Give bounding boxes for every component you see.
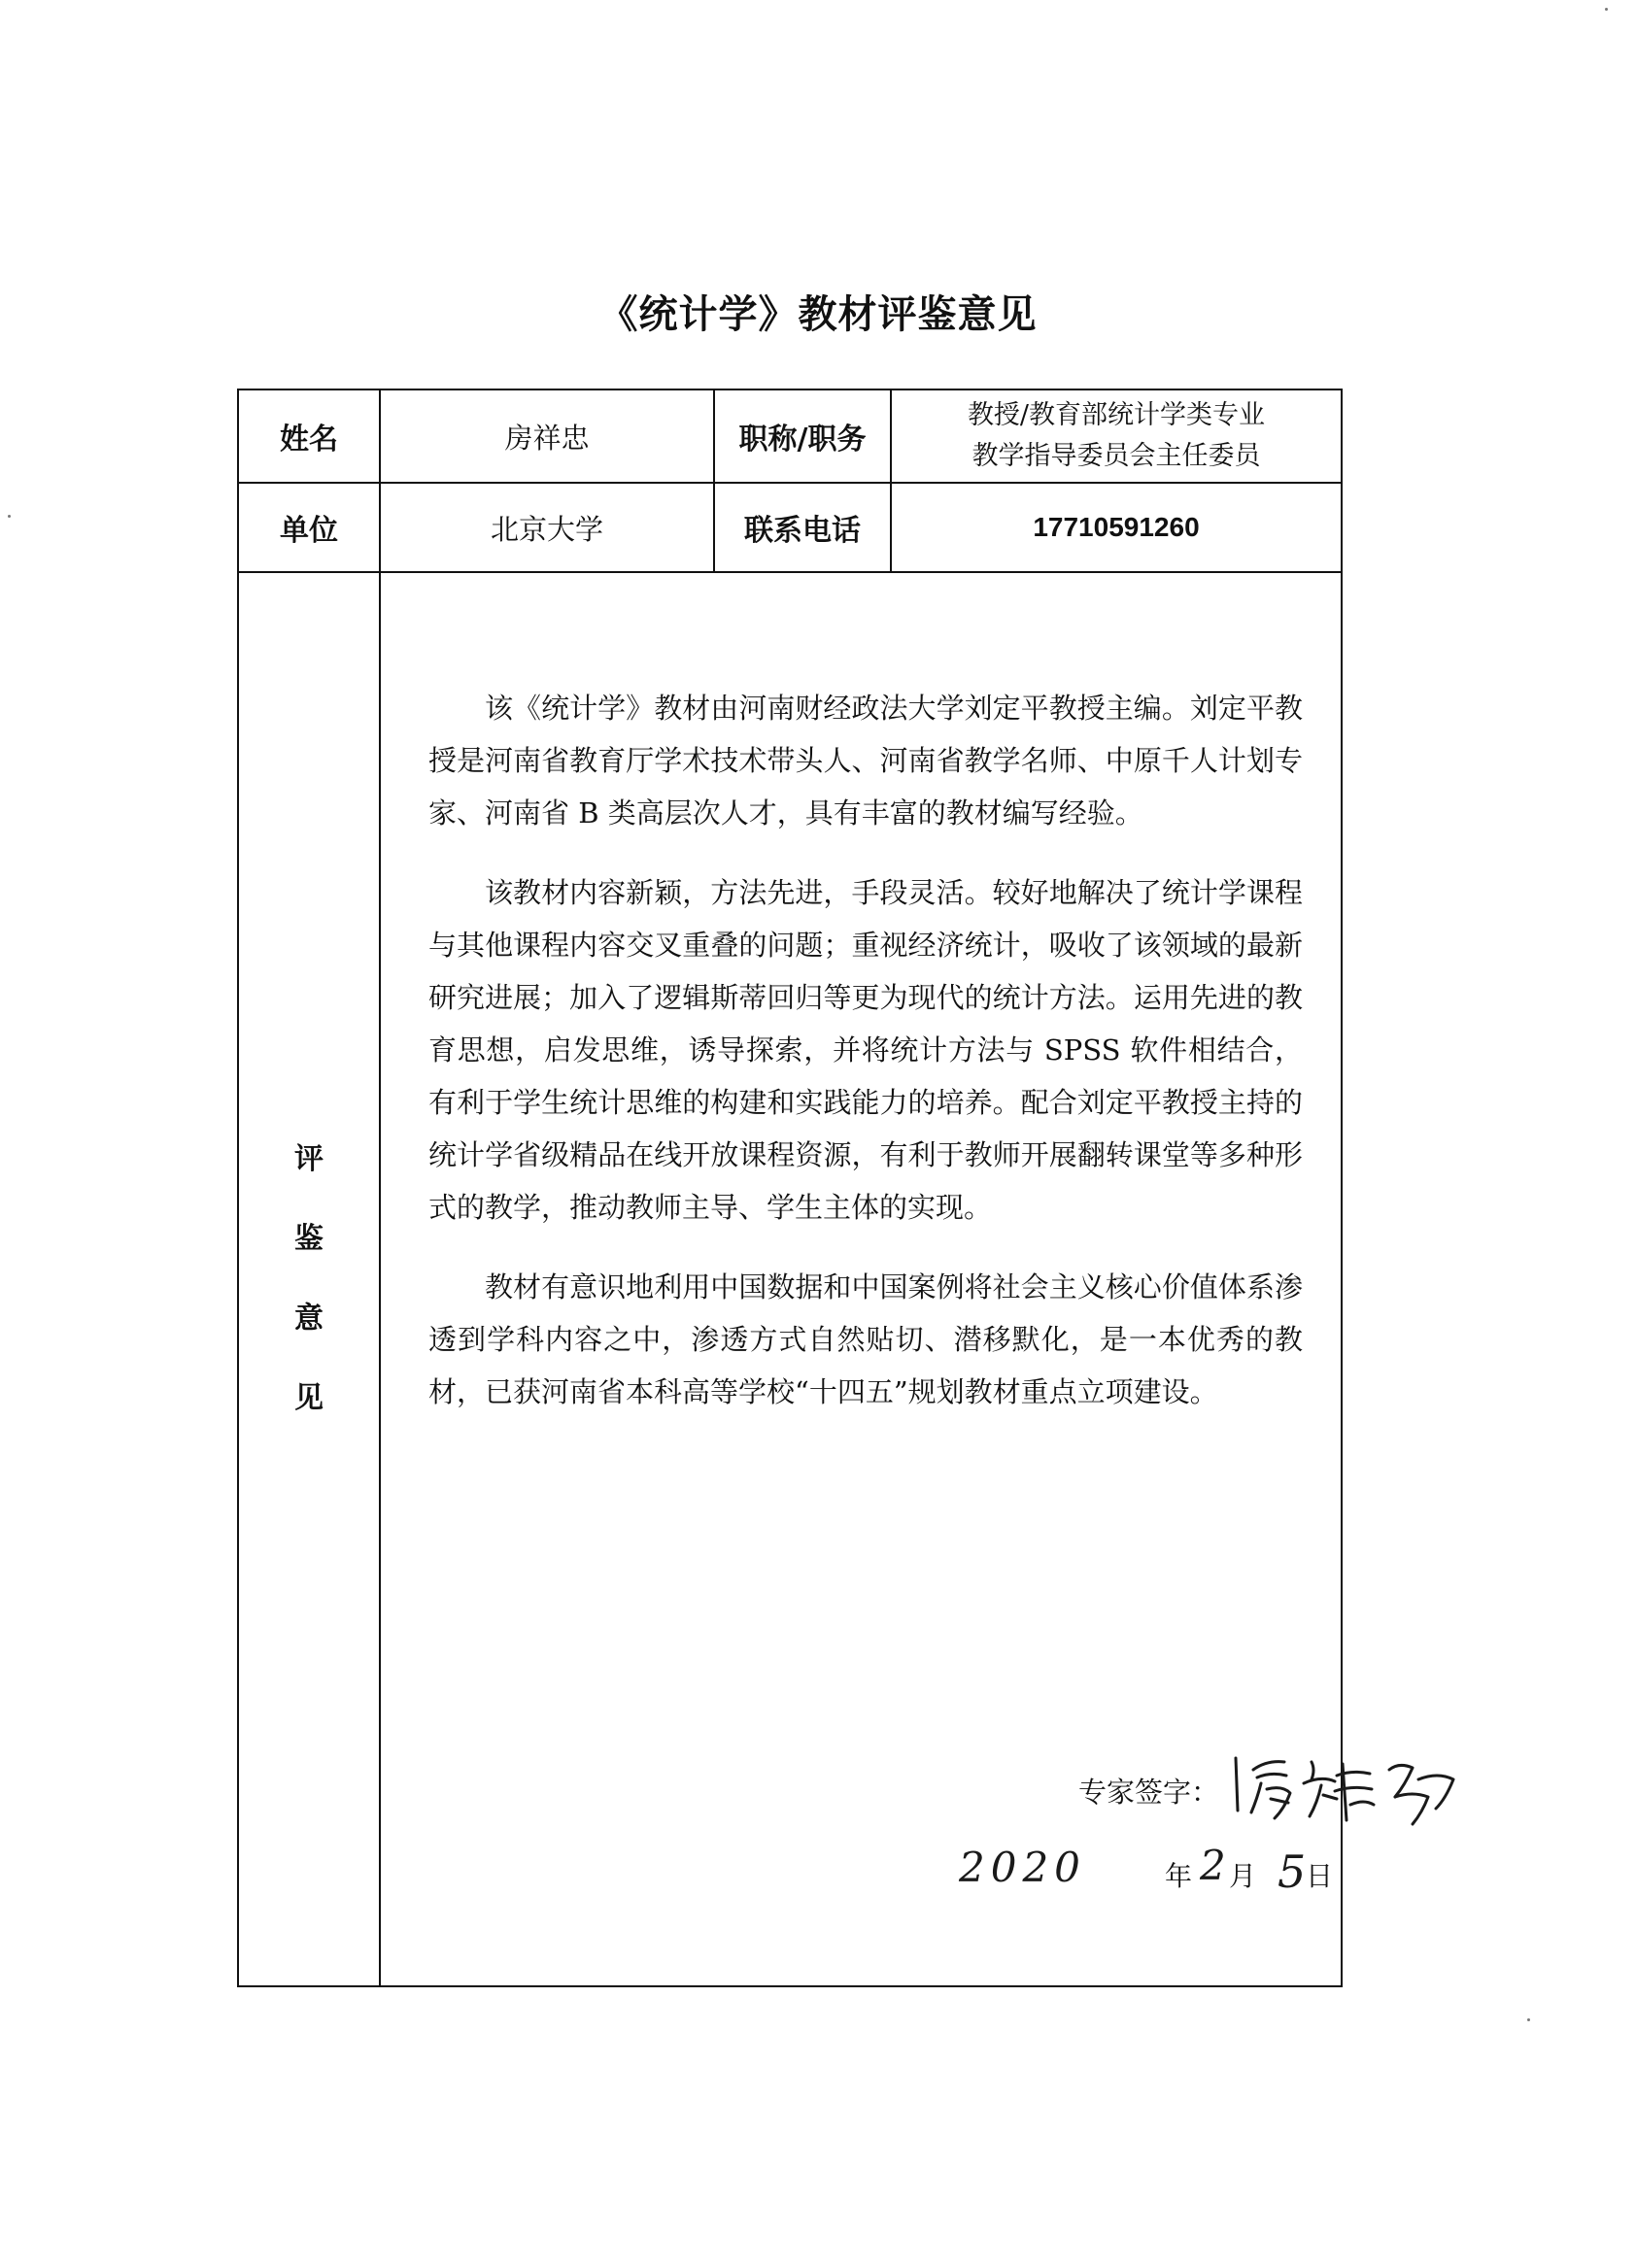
date-month-suffix: 月 [1229, 1860, 1257, 1892]
date-year-suffix: 年 [1165, 1860, 1193, 1892]
opinion-label-char: 鉴 [294, 1222, 324, 1256]
name-value: 房祥忠 [380, 389, 714, 483]
review-form-table [237, 389, 1343, 1987]
form-row-unit [238, 483, 1342, 572]
scan-speck [1605, 8, 1608, 11]
name-label: 姓名 [238, 389, 380, 483]
date-day-suffix: 日 [1306, 1860, 1334, 1892]
date-year-handwritten: 2020 [959, 1844, 1086, 1891]
opinion-paragraph: 该教材内容新颖，方法先进，手段灵活。较好地解决了统计学课程与其他课程内容交叉重叠的问题；重视经济统计，吸收了该领域的最新研究进展；加入了逻辑斯蒂回归等更为现代的统计方法。运用先进的教育思想，启发思维，诱导探索，并将统计方法与 SPSS 软件相结合，有利于学生统计思维的构建和实践能力的培养。配合刘定平教授主持的统计学省级精品在线开放课程资源，有利于教师开展翻转课堂等多种形式的教学，推动教师主导、学生主体的实现。 [428, 876, 1303, 1224]
opinion-label-char: 见 [294, 1381, 324, 1415]
date-month-handwritten: 2 [1200, 1842, 1226, 1889]
unit-label: 单位 [238, 483, 380, 572]
signature-label: 专家签字： [1078, 1776, 1220, 1809]
opinion-paragraph: 教材有意识地利用中国数据和中国案例将社会主义核心价值体系渗透到学科内容之中，渗透方式自然贴切、潜移默化，是一本优秀的教材，已获河南省本科高等学校“十四五”规划教材重点立项建设。 [428, 1270, 1303, 1408]
scan-speck [8, 515, 11, 518]
phone-value: 17710591260 [891, 483, 1342, 572]
opinion-label-char: 意 [294, 1302, 324, 1336]
form-row-name [238, 389, 1342, 483]
opinion-label [238, 572, 380, 1986]
position-value-line-1: 教授/教育部统计学类专业 [967, 400, 1266, 430]
phone-label: 联系电话 [714, 483, 891, 572]
unit-value: 北京大学 [380, 483, 714, 572]
position-label: 职称/职务 [714, 389, 891, 483]
position-value-line-2: 教学指导委员会主任委员 [971, 441, 1261, 471]
opinion-label-char: 评 [294, 1142, 324, 1176]
position-value [891, 389, 1342, 483]
handwritten-signature [1228, 1741, 1481, 1847]
form-row-opinion [238, 572, 1342, 1986]
date-day-handwritten: 5 [1278, 1845, 1307, 1898]
opinion-content-cell [380, 572, 1342, 1986]
opinion-body [428, 682, 1303, 1445]
scan-speck [1527, 2018, 1530, 2021]
opinion-paragraph: 该《统计学》教材由河南财经政法大学刘定平教授主编。刘定平教授是河南省教育厅学术技术带头人、河南省教学名师、中原千人计划专家、河南省 B 类高层次人才，具有丰富的教材编写经验。 [428, 692, 1303, 829]
page-title: 《统计学》教材评鉴意见 [598, 292, 1038, 337]
